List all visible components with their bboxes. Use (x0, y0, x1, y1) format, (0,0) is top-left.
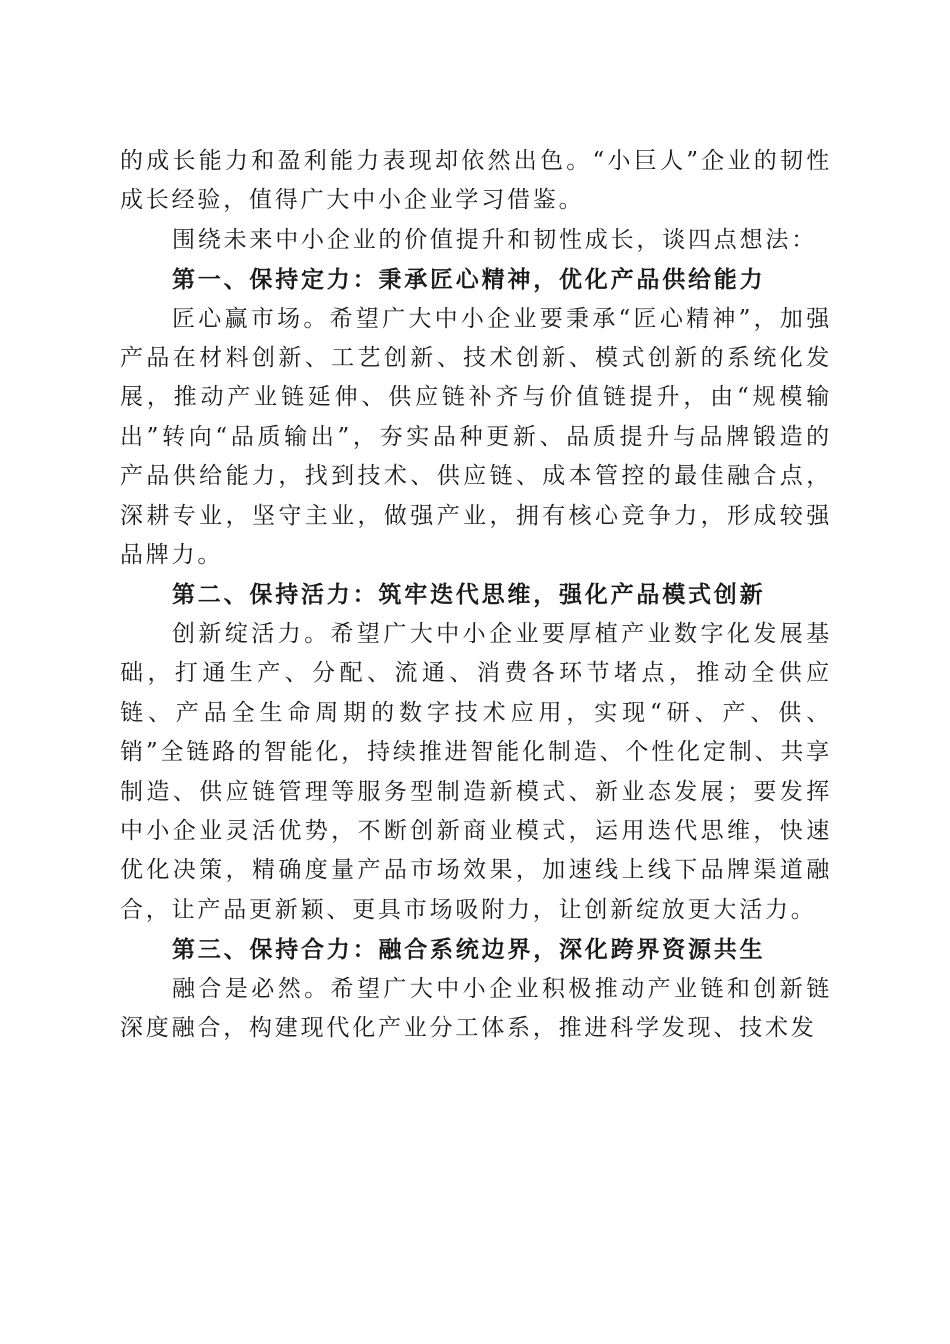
paragraph-continuation: 的成长能力和盈利能力表现却依然出色。“小巨人”企业的韧性成长经验，值得广大中小企业学习借鉴。 (120, 148, 832, 214)
paragraph-section-2: 创新绽活力。希望广大中小企业要厚植产业数字化发展基础，打通生产、分配、流通、消费各环节堵点，推动全供应链、产品全生命周期的数字技术应用，实现“研、产、供、销”全链路的智能化，持续推进智能化制造、个性化定制、共享制造、供应链管理等服务型制造新模式、新业态发展；要发挥中小企业灵活优势，不断创新商业模式，运用迭代思维，快速优化决策，精确度量产品市场效果，加速线上线下品牌渠道融合，让产品更新颖、更具市场吸附力，让创新绽放更大活力。 (120, 620, 832, 923)
section-heading-3: 第三、保持合力：融合系统边界，深化跨界资源共生 (172, 936, 766, 964)
section-heading-2: 第二、保持活力：筑牢迭代思维，强化产品模式创新 (172, 581, 766, 609)
paragraph-intro: 围绕未来中小企业的价值提升和韧性成长，谈四点想法： (172, 226, 817, 253)
paragraph-section-3: 融合是必然。希望广大中小企业积极推动产业链和创新链深度融合，构建现代化产业分工体系，推进科学发现、技术发 (120, 975, 832, 1041)
document-body (120, 142, 832, 1048)
section-heading-1: 第一、保持定力：秉承匠心精神，优化产品供给能力 (172, 266, 766, 294)
paragraph-section-1: 匠心赢市场。希望广大中小企业要秉承“匠心精神”，加强产品在材料创新、工艺创新、技术创新、模式创新的系统化发展，推动产业链延伸、供应链补齐与价值链提升，由“规模输出”转向“品质输出”，夯实品种更新、品质提升与品牌锻造的产品供给能力，找到技术、供应链、成本管控的最佳融合点，深耕专业，坚守主业，做强产业，拥有核心竞争力，形成较强品牌力。 (120, 305, 832, 569)
